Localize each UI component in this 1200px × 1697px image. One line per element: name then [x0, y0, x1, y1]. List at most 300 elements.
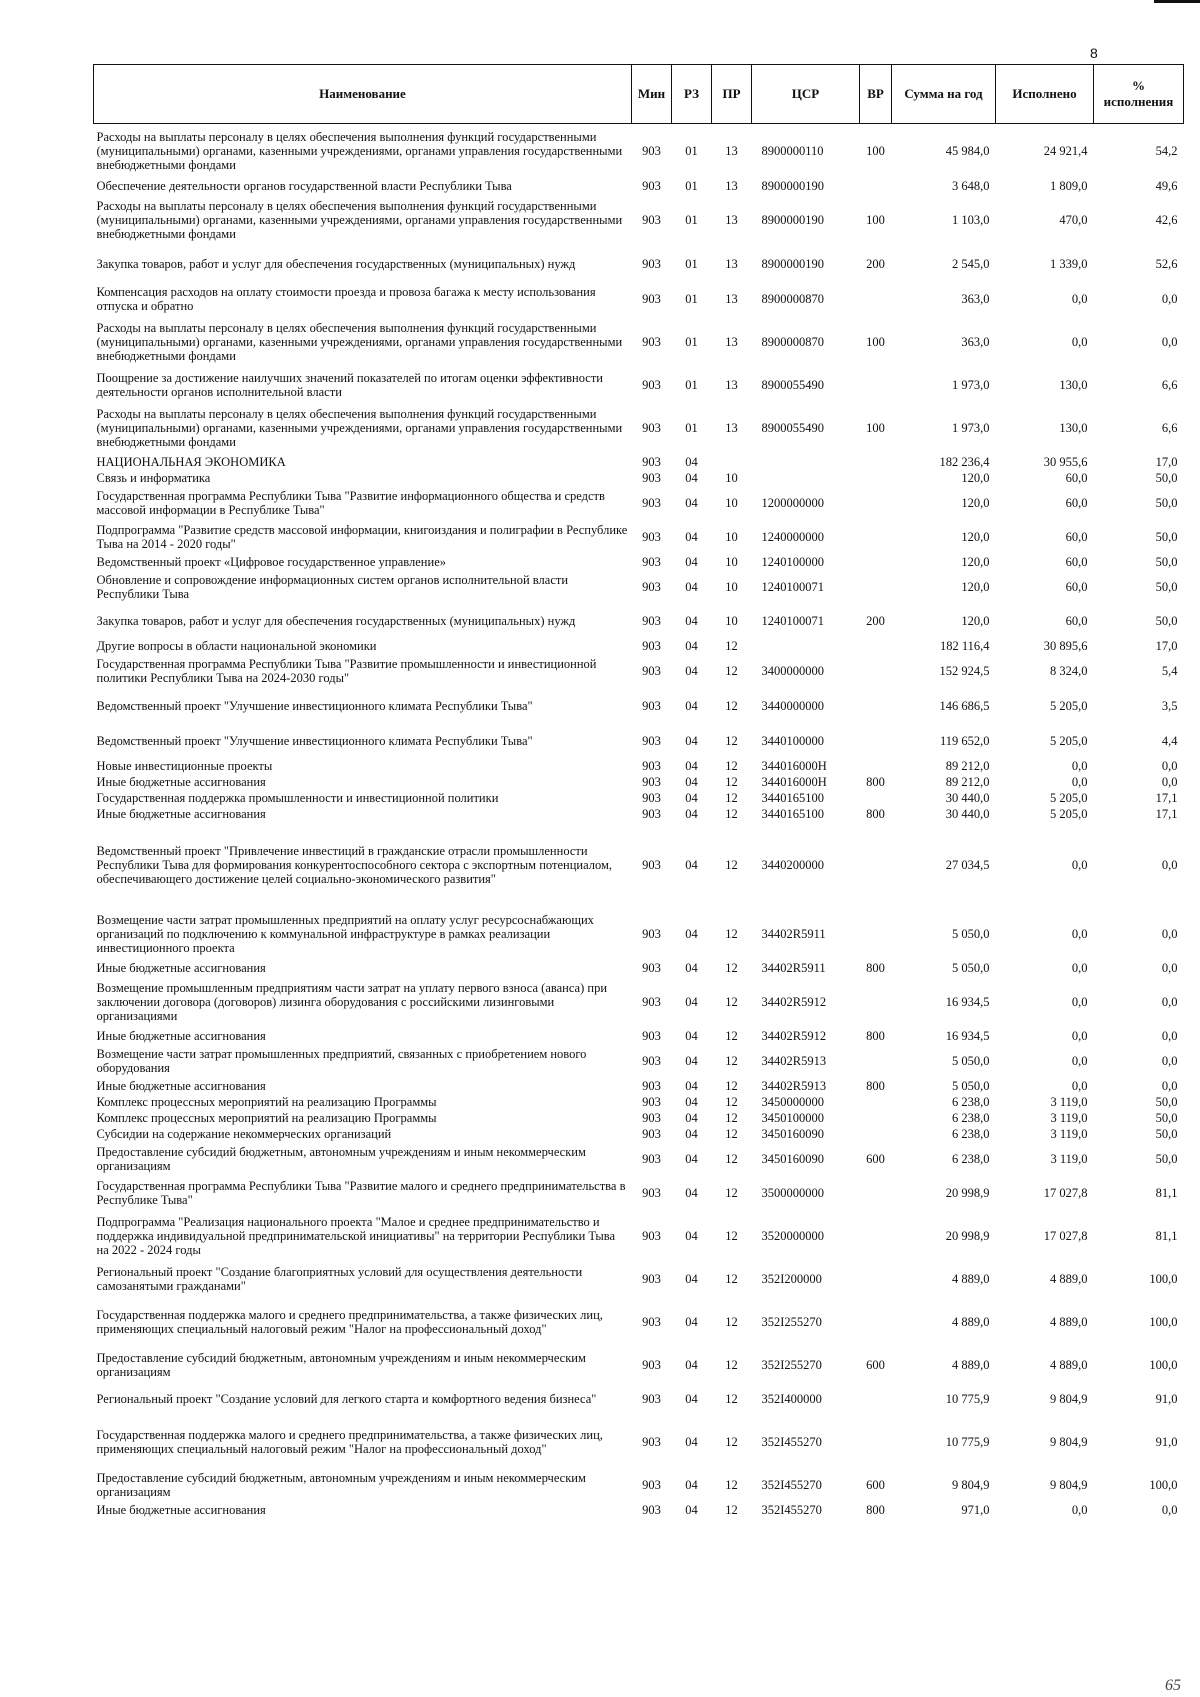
cell-pct: 3,5 — [1161, 698, 1178, 713]
cell-min: 903 — [642, 178, 661, 193]
cell-min: 903 — [642, 1126, 661, 1141]
table-row — [94, 1028, 1184, 1044]
cell-vr — [860, 486, 892, 520]
cell-rz: 04 — [685, 774, 698, 789]
margin-note: 65 — [1165, 1677, 1181, 1694]
cell-pr: 10 — [725, 579, 738, 594]
cell-done: 60,0 — [1065, 579, 1088, 594]
cell-done: 0,0 — [1071, 1502, 1088, 1517]
cell-name: Государственная программа Республики Тыва "Развитие малого и среднего предпринимательства в Республике Тыва" — [96, 1178, 626, 1207]
cell-csr: 344016000H — [761, 774, 827, 789]
cell-min: 903 — [642, 1314, 661, 1329]
cell-sum: 89 212,0 — [945, 758, 990, 773]
cell-done: 9 804,9 — [1050, 1391, 1088, 1406]
cell-pct: 91,0 — [1155, 1434, 1178, 1449]
cell-done: 130,0 — [1059, 377, 1088, 392]
cell-pct: 6,6 — [1161, 420, 1178, 435]
cell-min: 903 — [642, 1357, 661, 1372]
table-row — [94, 486, 1184, 520]
table-row — [94, 1210, 1184, 1262]
cell-csr: 1200000000 — [761, 495, 824, 510]
table-row — [94, 976, 1184, 1028]
cell-rz: 04 — [685, 1094, 698, 1109]
cell-sum: 5 050,0 — [952, 1078, 990, 1093]
cell-vr — [860, 908, 892, 960]
cell-vr — [860, 1176, 892, 1210]
cell-vr: 800 — [866, 774, 885, 789]
cell-done: 4 889,0 — [1050, 1314, 1088, 1329]
cell-done: 17 027,8 — [1043, 1228, 1088, 1243]
cell-pr: 12 — [725, 1434, 738, 1449]
cell-name: Иные бюджетные ассигнования — [96, 960, 266, 975]
cell-pr: 12 — [725, 1314, 738, 1329]
cell-min: 903 — [642, 1185, 661, 1200]
cell-vr — [860, 976, 892, 1028]
cell-vr — [860, 1382, 892, 1416]
page-number: 8 — [1090, 45, 1098, 61]
cell-vr: 100 — [866, 143, 885, 158]
cell-vr: 600 — [866, 1477, 885, 1492]
table-row — [94, 822, 1184, 908]
table-row — [94, 1468, 1184, 1502]
cell-rz: 04 — [685, 1185, 698, 1200]
table-row — [94, 1502, 1184, 1518]
cell-done: 0,0 — [1071, 291, 1088, 306]
cell-rz: 04 — [685, 1271, 698, 1286]
cell-pr: 10 — [725, 495, 738, 510]
cell-csr: 8900000190 — [761, 256, 824, 271]
cell-csr: 352I455270 — [761, 1477, 822, 1492]
cell-rz: 04 — [685, 1078, 698, 1093]
cell-min: 903 — [642, 790, 661, 805]
cell-pct: 0,0 — [1161, 1078, 1178, 1093]
cell-min: 903 — [642, 334, 661, 349]
cell-vr — [860, 654, 892, 688]
cell-vr — [860, 368, 892, 402]
cell-rz: 04 — [685, 1391, 698, 1406]
cell-done: 17 027,8 — [1043, 1185, 1088, 1200]
cell-pct: 50,0 — [1155, 1094, 1178, 1109]
cell-name: Иные бюджетные ассигнования — [96, 806, 266, 821]
table-row — [94, 554, 1184, 570]
cell-vr — [860, 790, 892, 806]
cell-pr: 12 — [725, 758, 738, 773]
header-rz: РЗ — [672, 65, 712, 124]
cell-vr — [860, 570, 892, 604]
cell-csr: 8900000110 — [761, 143, 824, 158]
cell-pct: 52,6 — [1155, 256, 1178, 271]
cell-name: Иные бюджетные ассигнования — [96, 1028, 266, 1043]
cell-sum: 120,0 — [961, 579, 990, 594]
table-row — [94, 1348, 1184, 1382]
cell-min: 903 — [642, 1053, 661, 1068]
cell-pct: 50,0 — [1155, 1110, 1178, 1125]
cell-rz: 04 — [685, 1314, 698, 1329]
cell-pct: 0,0 — [1161, 994, 1178, 1009]
cell-pr: 12 — [725, 1502, 738, 1517]
cell-pct: 5,4 — [1161, 663, 1178, 678]
table-row — [94, 724, 1184, 758]
cell-rz: 04 — [685, 579, 698, 594]
cell-rz: 04 — [685, 758, 698, 773]
cell-min: 903 — [642, 994, 661, 1009]
table-row — [94, 806, 1184, 822]
cell-pr: 12 — [725, 857, 738, 872]
cell-sum: 120,0 — [961, 529, 990, 544]
cell-pct: 0,0 — [1161, 334, 1178, 349]
cell-sum: 10 775,9 — [945, 1391, 990, 1406]
cell-pr: 12 — [725, 926, 738, 941]
cell-name: Субсидии на содержание некоммерческих организаций — [96, 1126, 392, 1141]
cell-sum: 152 924,5 — [939, 663, 990, 678]
cell-csr: 34402R5911 — [761, 926, 826, 941]
cell-name: Возмещение части затрат промышленных предприятий на оплату услуг ресурсоснабжающих организаций по подключению к коммунальной инфраструктуре в рамках реализации инвестиционного проекта — [96, 912, 594, 955]
cell-done: 0,0 — [1071, 774, 1088, 789]
cell-rz: 01 — [685, 291, 698, 306]
header-min: Мин — [632, 65, 672, 124]
cell-sum: 6 238,0 — [952, 1151, 990, 1166]
cell-pr: 12 — [725, 1078, 738, 1093]
cell-min: 903 — [642, 774, 661, 789]
cell-pct: 0,0 — [1161, 291, 1178, 306]
cell-done: 3 119,0 — [1050, 1151, 1088, 1166]
cell-min: 903 — [642, 529, 661, 544]
cell-pct: 54,2 — [1155, 143, 1178, 158]
cell-pct: 17,1 — [1155, 790, 1178, 805]
cell-vr — [860, 1416, 892, 1468]
cell-pr: 12 — [725, 1185, 738, 1200]
cell-pr: 10 — [725, 554, 738, 569]
cell-sum: 89 212,0 — [945, 774, 990, 789]
cell-csr — [752, 470, 860, 486]
cell-name: Комплекс процессных мероприятий на реализацию Программы — [96, 1110, 437, 1125]
cell-name: НАЦИОНАЛЬНАЯ ЭКОНОМИКА — [96, 454, 286, 469]
table-row — [94, 1110, 1184, 1126]
header-done: Исполнено — [996, 65, 1094, 124]
cell-name: Иные бюджетные ассигнования — [96, 1502, 266, 1517]
table-row — [94, 368, 1184, 402]
cell-pr: 13 — [725, 420, 738, 435]
cell-done: 470,0 — [1059, 212, 1088, 227]
table-header — [94, 65, 1184, 124]
cell-csr: 34402R5913 — [761, 1053, 827, 1068]
cell-vr: 800 — [866, 960, 885, 975]
table-row — [94, 1078, 1184, 1094]
header-pr: ПР — [712, 65, 752, 124]
cell-min: 903 — [642, 638, 661, 653]
cell-pr: 12 — [725, 994, 738, 1009]
cell-min: 903 — [642, 926, 661, 941]
cell-pr: 13 — [725, 256, 738, 271]
table-row — [94, 246, 1184, 282]
cell-pct: 0,0 — [1161, 774, 1178, 789]
cell-name: Региональный проект "Создание условий для легкого старта и комфортного ведения бизнеса" — [96, 1391, 597, 1406]
cell-pr: 13 — [725, 178, 738, 193]
cell-rz: 04 — [685, 1126, 698, 1141]
cell-pr: 10 — [725, 470, 738, 485]
cell-pct: 17,0 — [1155, 638, 1178, 653]
cell-csr: 3520000000 — [761, 1228, 824, 1243]
cell-sum: 16 934,5 — [945, 994, 990, 1009]
cell-sum: 182 116,4 — [939, 638, 990, 653]
table-row — [94, 194, 1184, 246]
cell-min: 903 — [642, 256, 661, 271]
cell-sum: 120,0 — [961, 613, 990, 628]
cell-pct: 100,0 — [1149, 1477, 1178, 1492]
cell-rz: 04 — [685, 529, 698, 544]
table-row — [94, 124, 1184, 178]
cell-done: 3 119,0 — [1050, 1110, 1088, 1125]
table-row — [94, 960, 1184, 976]
cell-pr: 13 — [725, 143, 738, 158]
header-name: Наименование — [94, 65, 632, 124]
cell-name: Региональный проект "Создание благоприятных условий для осуществления деятельности самозанятыми гражданами" — [96, 1264, 583, 1293]
cell-pr — [712, 454, 752, 470]
cell-csr: 352I400000 — [761, 1391, 822, 1406]
cell-name: Другие вопросы в области национальной экономики — [96, 638, 377, 653]
cell-min: 903 — [642, 1502, 661, 1517]
cell-name: Подпрограмма "Развитие средств массовой информации, книгоиздания и полиграфии в Республике Тыва на 2014 - 2020 годы" — [96, 522, 628, 551]
cell-pct: 0,0 — [1161, 1028, 1178, 1043]
cell-done: 60,0 — [1065, 613, 1088, 628]
cell-done: 24 921,4 — [1043, 143, 1088, 158]
cell-pct: 50,0 — [1155, 554, 1178, 569]
cell-vr — [860, 638, 892, 654]
cell-pct: 50,0 — [1155, 1151, 1178, 1166]
cell-vr — [860, 554, 892, 570]
table-row — [94, 1094, 1184, 1110]
cell-pct: 50,0 — [1155, 529, 1178, 544]
cell-pr: 13 — [725, 377, 738, 392]
cell-csr: 352I255270 — [761, 1314, 822, 1329]
cell-csr: 344016000H — [761, 758, 827, 773]
cell-vr — [860, 520, 892, 554]
cell-csr: 8900000190 — [761, 178, 824, 193]
cell-rz: 04 — [685, 1434, 698, 1449]
cell-vr: 200 — [866, 613, 885, 628]
cell-sum: 30 440,0 — [945, 806, 990, 821]
cell-pr: 13 — [725, 212, 738, 227]
cell-min: 903 — [642, 579, 661, 594]
cell-rz: 01 — [685, 178, 698, 193]
cell-name: Государственная программа Республики Тыва "Развитие информационного общества и средств массовой информации в Республике Тыва" — [96, 488, 605, 517]
cell-pr: 12 — [725, 806, 738, 821]
cell-sum: 20 998,9 — [945, 1185, 990, 1200]
cell-pct: 50,0 — [1155, 470, 1178, 485]
cell-rz: 04 — [685, 470, 698, 485]
table-row — [94, 520, 1184, 554]
cell-csr: 3440000000 — [761, 698, 824, 713]
cell-vr — [860, 724, 892, 758]
cell-csr: 3450160090 — [761, 1151, 824, 1166]
table-body — [94, 124, 1184, 1518]
table-row — [94, 454, 1184, 470]
table-row — [94, 1126, 1184, 1142]
table-row — [94, 1296, 1184, 1348]
cell-name: Расходы на выплаты персоналу в целях обеспечения выполнения функций государственными (муниципальными) органами, казенными учреждениями, органами управления государственными внебюджетными фондами — [96, 320, 623, 363]
cell-done: 1 339,0 — [1050, 256, 1088, 271]
cell-pct: 6,6 — [1161, 377, 1178, 392]
cell-name: Ведомственный проект "Привлечение инвестиций в гражданские отрасли промышленности Республики Тыва для формирования конкурентоспособного сектора с экспортным потенциалом, обеспечивающего достижение целей социально-экономического развития" — [96, 843, 613, 886]
cell-pct: 0,0 — [1161, 926, 1178, 941]
cell-name: Новые инвестиционные проекты — [96, 758, 273, 773]
cell-csr: 34402R5912 — [761, 994, 827, 1009]
header-vr: ВР — [860, 65, 892, 124]
cell-pct: 81,1 — [1155, 1228, 1178, 1243]
cell-rz: 04 — [685, 857, 698, 872]
cell-min: 903 — [642, 806, 661, 821]
cell-csr: 1240100000 — [761, 554, 824, 569]
cell-name: Закупка товаров, работ и услуг для обеспечения государственных (муниципальных) нужд — [96, 613, 576, 628]
cell-min: 903 — [642, 1434, 661, 1449]
cell-vr — [860, 1262, 892, 1296]
cell-pr: 12 — [725, 1228, 738, 1243]
cell-pr: 12 — [725, 1391, 738, 1406]
cell-sum: 182 236,4 — [939, 454, 990, 469]
cell-sum: 6 238,0 — [952, 1110, 990, 1125]
cell-min: 903 — [642, 470, 661, 485]
cell-name: Возмещение промышленным предприятиям части затрат на уплату первого взноса (аванса) при заключении договора (договоров) лизинга оборудования с российскими лизинговыми организациями — [96, 980, 608, 1023]
cell-csr: 1240000000 — [761, 529, 824, 544]
cell-done: 4 889,0 — [1050, 1357, 1088, 1372]
cell-rz: 04 — [685, 1151, 698, 1166]
cell-min: 903 — [642, 1271, 661, 1286]
cell-name: Поощрение за достижение наилучших значений показателей по итогам оценки эффективности деятельности органов исполнительной власти — [96, 370, 604, 399]
cell-pct: 42,6 — [1155, 212, 1178, 227]
cell-name: Расходы на выплаты персоналу в целях обеспечения выполнения функций государственными (муниципальными) органами, казенными учреждениями, органами управления государственными внебюджетными фондами — [96, 406, 623, 449]
cell-rz: 04 — [685, 454, 698, 469]
cell-pr: 12 — [725, 1028, 738, 1043]
table-row — [94, 774, 1184, 790]
cell-csr: 352I455270 — [761, 1434, 822, 1449]
cell-pct: 81,1 — [1155, 1185, 1178, 1200]
cell-name: Предоставление субсидий бюджетным, автономным учреждениям и иным некоммерческим организациям — [96, 1144, 586, 1173]
table-row — [94, 1262, 1184, 1296]
cell-sum: 6 238,0 — [952, 1094, 990, 1109]
cell-sum: 30 440,0 — [945, 790, 990, 805]
cell-csr: 34402R5912 — [761, 1028, 827, 1043]
table-row — [94, 654, 1184, 688]
cell-rz: 04 — [685, 790, 698, 805]
cell-vr — [860, 454, 892, 470]
table-row — [94, 1382, 1184, 1416]
cell-rz: 04 — [685, 638, 698, 653]
cell-sum: 971,0 — [961, 1502, 990, 1517]
cell-min: 903 — [642, 1477, 661, 1492]
cell-done: 5 205,0 — [1050, 733, 1088, 748]
cell-pct: 17,1 — [1155, 806, 1178, 821]
cell-pct: 49,6 — [1155, 178, 1178, 193]
cell-sum: 120,0 — [961, 554, 990, 569]
cell-min: 903 — [642, 1110, 661, 1125]
cell-csr: 8900000190 — [761, 212, 824, 227]
cell-rz: 04 — [685, 733, 698, 748]
cell-pct: 17,0 — [1155, 454, 1178, 469]
table-row — [94, 282, 1184, 316]
cell-pct: 50,0 — [1155, 613, 1178, 628]
scan-corner-mark — [1154, 0, 1200, 3]
cell-pr: 12 — [725, 1126, 738, 1141]
cell-sum: 5 050,0 — [952, 960, 990, 975]
cell-name: Иные бюджетные ассигнования — [96, 1078, 266, 1093]
table-row — [94, 1044, 1184, 1078]
table-row — [94, 908, 1184, 960]
cell-sum: 45 984,0 — [945, 143, 990, 158]
cell-vr — [860, 758, 892, 774]
cell-pct: 0,0 — [1161, 857, 1178, 872]
table-row — [94, 570, 1184, 604]
cell-rz: 04 — [685, 1477, 698, 1492]
table-row — [94, 1176, 1184, 1210]
table-row — [94, 790, 1184, 806]
cell-pr: 10 — [725, 613, 738, 628]
cell-done: 0,0 — [1071, 857, 1088, 872]
cell-min: 903 — [642, 1228, 661, 1243]
cell-csr: 1240100071 — [761, 613, 824, 628]
cell-sum: 2 545,0 — [952, 256, 990, 271]
cell-vr: 100 — [866, 420, 885, 435]
cell-done: 4 889,0 — [1050, 1271, 1088, 1286]
cell-done: 0,0 — [1071, 1053, 1088, 1068]
cell-csr: 8900000870 — [761, 291, 824, 306]
cell-sum: 5 050,0 — [952, 1053, 990, 1068]
cell-name: Государственная поддержка промышленности и инвестиционной политики — [96, 790, 499, 805]
cell-pr: 12 — [725, 1053, 738, 1068]
cell-csr: 3440100000 — [761, 733, 824, 748]
cell-csr: 3440200000 — [761, 857, 824, 872]
cell-min: 903 — [642, 1094, 661, 1109]
cell-min: 903 — [642, 212, 661, 227]
cell-pct: 91,0 — [1155, 1391, 1178, 1406]
cell-done: 3 119,0 — [1050, 1094, 1088, 1109]
cell-sum: 119 652,0 — [939, 733, 990, 748]
cell-pct: 100,0 — [1149, 1357, 1178, 1372]
cell-rz: 04 — [685, 1110, 698, 1125]
cell-pct: 100,0 — [1149, 1314, 1178, 1329]
cell-min: 903 — [642, 758, 661, 773]
cell-pct: 0,0 — [1161, 1053, 1178, 1068]
cell-rz: 04 — [685, 1053, 698, 1068]
cell-done: 0,0 — [1071, 926, 1088, 941]
cell-done: 0,0 — [1071, 334, 1088, 349]
cell-pct: 0,0 — [1161, 1502, 1178, 1517]
cell-pct: 0,0 — [1161, 758, 1178, 773]
table-row — [94, 1142, 1184, 1176]
cell-min: 903 — [642, 454, 661, 469]
cell-sum: 3 648,0 — [952, 178, 990, 193]
cell-vr — [860, 1296, 892, 1348]
cell-min: 903 — [642, 1028, 661, 1043]
cell-csr: 3450160090 — [761, 1126, 824, 1141]
cell-sum: 10 775,9 — [945, 1434, 990, 1449]
cell-csr: 34402R5911 — [761, 960, 826, 975]
cell-pct: 4,4 — [1161, 733, 1178, 748]
cell-pr: 12 — [725, 1094, 738, 1109]
table-row — [94, 688, 1184, 724]
cell-name: Связь и информатика — [96, 470, 211, 485]
cell-rz: 01 — [685, 212, 698, 227]
cell-vr — [860, 1044, 892, 1078]
cell-rz: 04 — [685, 663, 698, 678]
cell-csr: 34402R5913 — [761, 1078, 827, 1093]
cell-name: Обновление и сопровождение информационных систем органов исполнительной власти Республики Тыва — [96, 572, 569, 601]
cell-rz: 04 — [685, 994, 698, 1009]
cell-min: 903 — [642, 857, 661, 872]
table-row — [94, 316, 1184, 368]
cell-rz: 04 — [685, 554, 698, 569]
cell-pr: 12 — [725, 733, 738, 748]
cell-rz: 04 — [685, 1357, 698, 1372]
